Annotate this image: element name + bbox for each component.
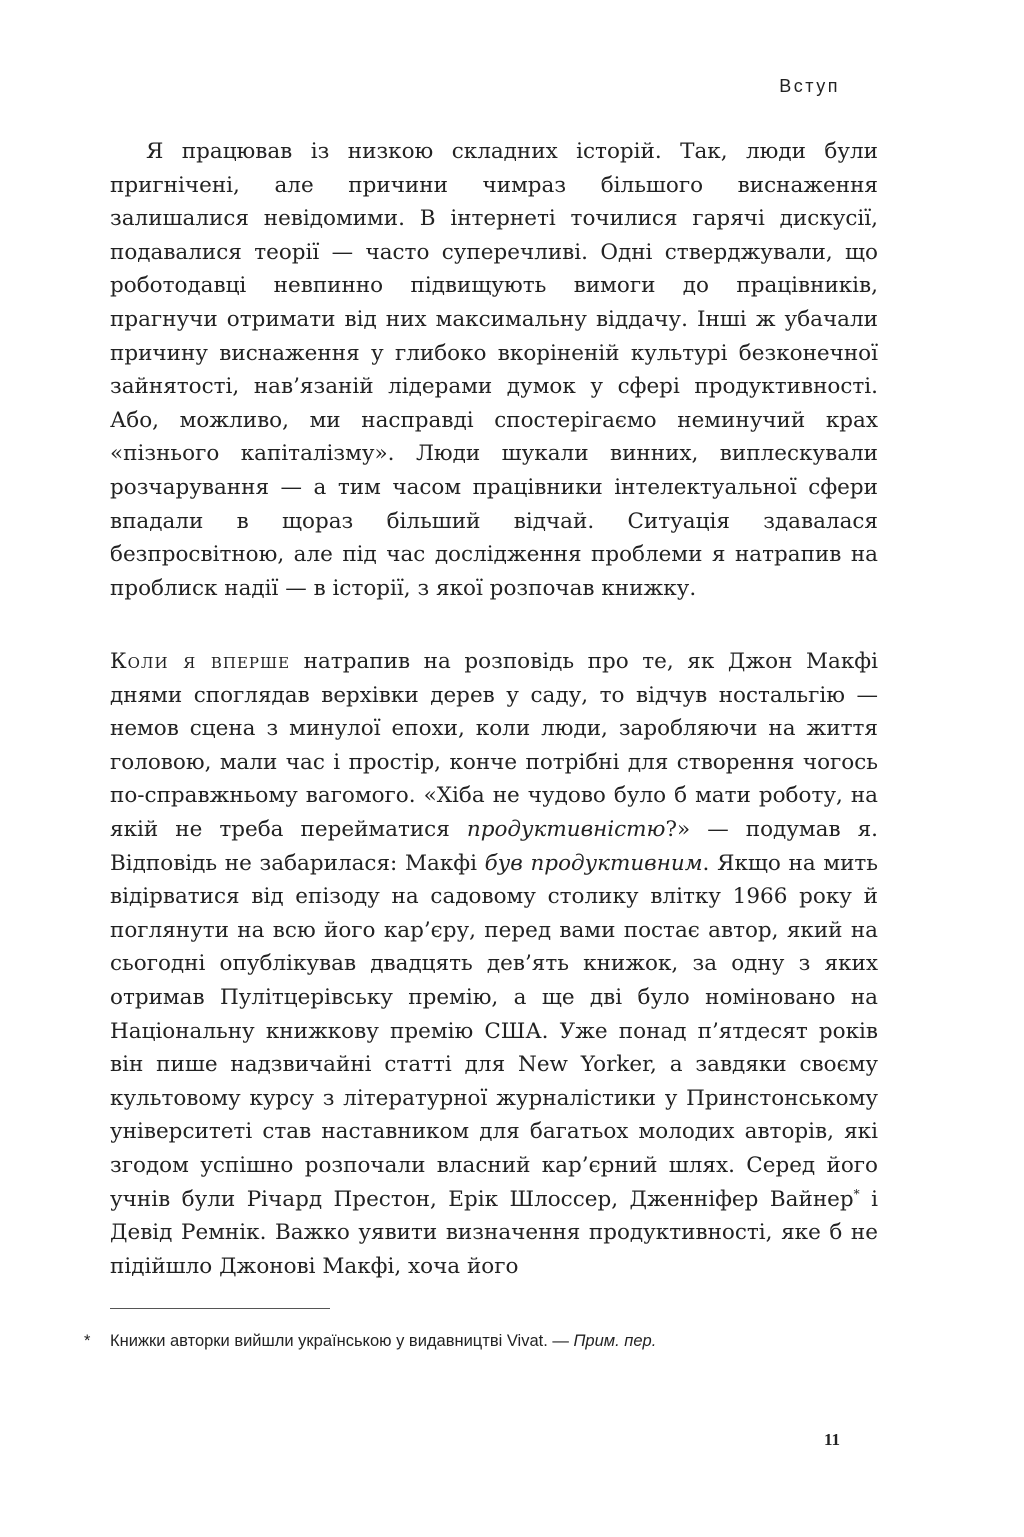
paragraph-text: і Девід Ремнік. Важко уявити визначення продуктивності, яке б не підійшло Джонові Макфі, хоча його [110,1186,878,1279]
footnote-note-label: Прим. пер. [573,1332,657,1350]
emphasis-text: продуктивністю [466,816,666,842]
paragraph-text: натрапив на розповідь про те, як Джон Макфі днями споглядав верхівки дерев у саду, то відчув ностальгію — немов сцена з минулої епохи, коли люди, заробляючи на життя головою, мали час і простір, конче потрібні для створення чогось по-справжньому вагомого. «Хіба не чудово було б мати роботу, на якій не треба перейматися [110,649,878,842]
paragraph-lead-in: Коли я вперше [110,649,291,674]
body-paragraph-1: Я працював із низкою складних історій. Так, люди були пригнічені, але причини чимраз більшого виснаження залишалися невідомими. В інтернеті точилися гарячі дискусії, подавалися теорії — часто суперечливі. Одні стверджували, що роботодавці невпинно підвищують вимоги до працівників, прагнучи отримати від них максимальну віддачу. Інші ж убачали причину виснаження у глибоко вкоріненій культурі безконечної зайнятості, нав’язаній лідерами думок у сфері продуктивності. Або, можливо, ми насправді спостерігаємо неминучий крах «пізнього капіталізму». Люди шукали винних, виплескували розчарування — а тим часом працівники інтелектуальної сфери впадали в щораз більший відчай. Ситуація здавалася безпросвітною, але під час дослідження проблеми я натрапив на проблиск надії — в історії, з якої розпочав книжку. [110,139,878,601]
emphasis-text: був продуктивним [484,850,703,876]
paragraph-text: ?» — подумав я. Відповідь не забарилася: Макфі [110,816,879,876]
footnote-mark: * [84,1332,91,1350]
footnote [84,1330,884,1352]
footnote-text: Книжки авторки вийшли українською у видавництві Vivat. — [110,1332,574,1350]
running-head: Вступ [779,76,840,96]
footnote-separator [110,1308,330,1309]
page-number: 11 [823,1430,840,1449]
body-paragraph-2 [110,645,878,1283]
paragraph-text: . Якщо на мить відірватися від епізоду на садовому столику влітку 1966 року й поглянути на всю його кар’єру, перед вами постає автор, який на сьогодні опублікував двадцять дев’ять книжок, за одну з яких отримав Пулітцерівську премію, а ще дві було номіновано на Національну книжкову премію США. Уже понад п’ятдесят років він пише надзвичайні статті для New Yorker, а завдяки своєму культовому курсу з літературної журналістики у Принстонському університеті став наставником для багатьох молодих авторів, які згодом успішно розпочали власний кар’єрний шлях. Серед його учнів були Річард Престон, Ерік Шлоссер, Дженніфер Вайнер [110,850,879,1212]
footnote-reference[interactable]: * [853,1186,860,1201]
